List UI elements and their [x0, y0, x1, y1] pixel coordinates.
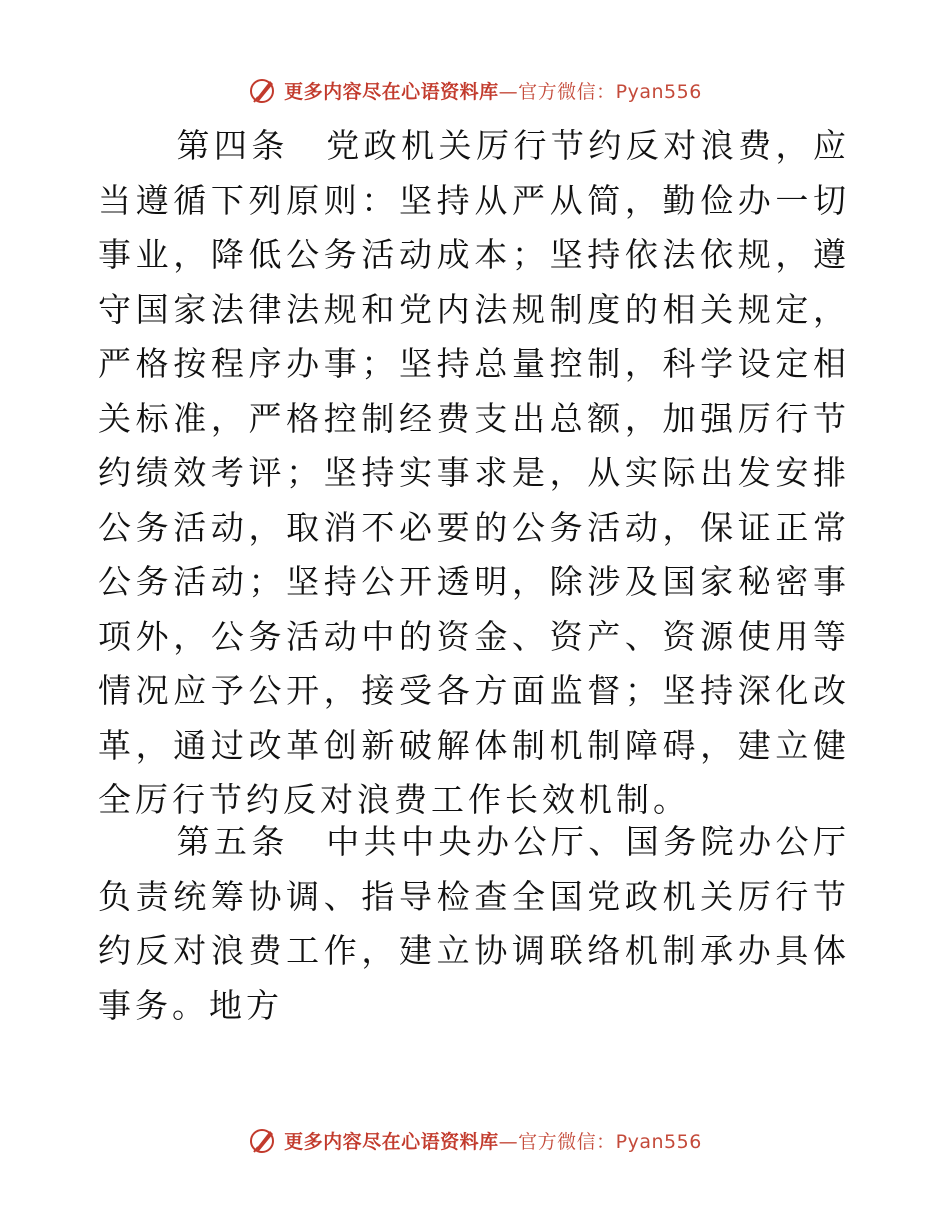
article-5-text: 第五条 中共中央办公厅、国务院办公厅负责统筹协调、指导检查全国党政机关厉行节约反对浪费工作，建立协调联络机制承办具体事务。地方 [98, 822, 850, 1025]
watermark-text: 更多内容尽在心语资料库—官方微信：Pyan556 [284, 80, 702, 103]
article-4-text: 第四条 党政机关厉行节约反对浪费，应当遵循下列原则：坚持从严从简，勤俭办一切事业，降低公务活动成本；坚持依法依规，遵守国家法律法规和党内法规制度的相关规定，严格按程序办事；坚持总量控制，科学设定相关标准，严格控制经费支出总额，加强厉行节约绩效考评；坚持实事求是，从实际出发安排公务活动，取消不必要的公务活动，保证正常公务活动；坚持公开透明，除涉及国家秘密事项外，公务活动中的资金、资产、资源使用等情况应予公开，接受各方面监督；坚持深化改革，通过改革创新破解体制机制障碍，建立健全厉行节约反对浪费工作长效机制。 [98, 126, 850, 819]
watermark-text: 更多内容尽在心语资料库—官方微信：Pyan556 [284, 1130, 702, 1153]
watermark-header [0, 72, 950, 108]
quill-pen-logo-icon [248, 1125, 278, 1155]
article-4-paragraph [98, 119, 850, 828]
quill-pen-logo-icon [248, 75, 278, 105]
watermark-footer [0, 1122, 950, 1158]
article-5-paragraph [98, 815, 850, 1033]
